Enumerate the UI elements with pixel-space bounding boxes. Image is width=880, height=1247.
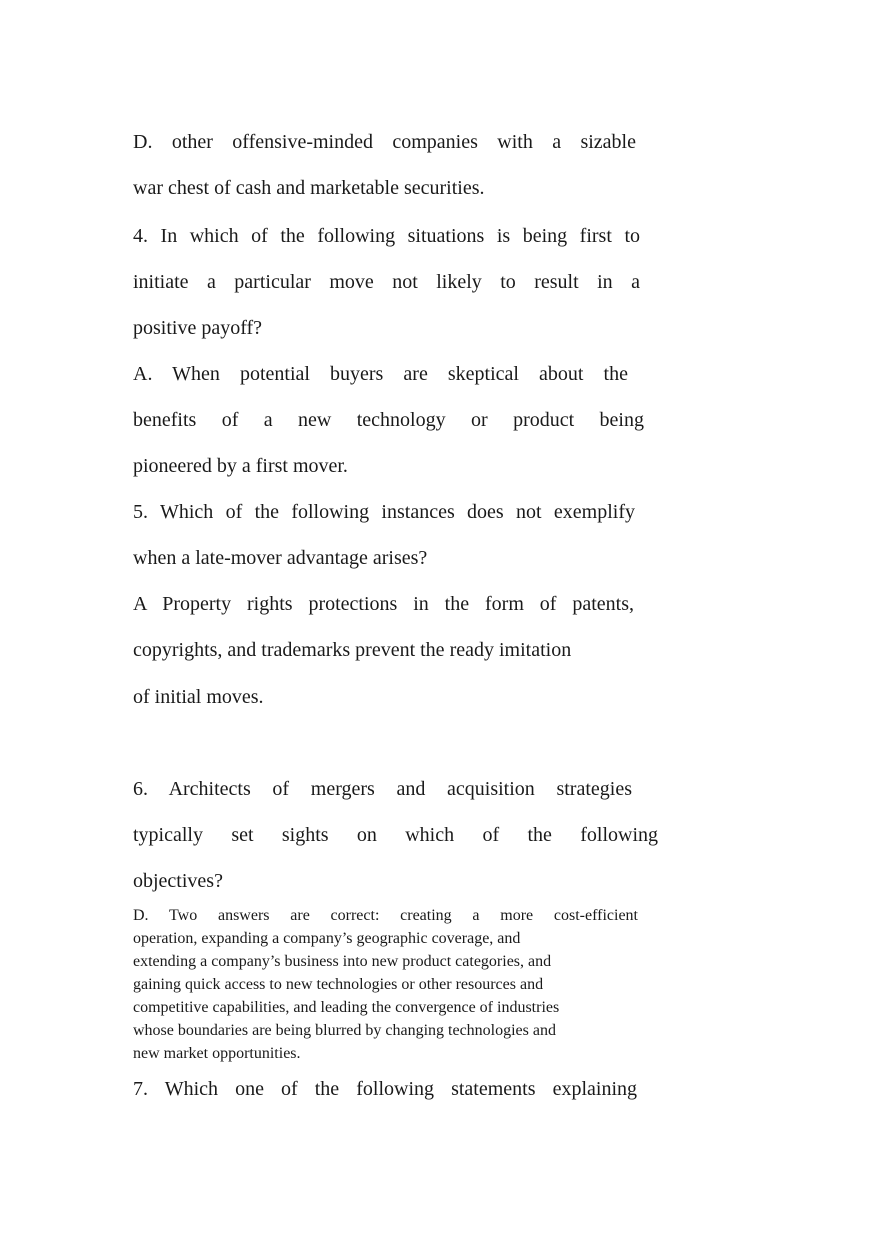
question-6-line-1: 6. Architects of mergers and acquisition strategies <box>133 778 632 800</box>
answer-5a-line-2: copyrights, and trademarks prevent the ready imitation <box>133 639 572 661</box>
answer-6d-line-4: gaining quick access to new technologies or other resources and <box>133 976 544 993</box>
question-4-line-1: 4. In which of the following situations is being first to <box>133 225 640 247</box>
question-6-line-3: objectives? <box>133 870 223 892</box>
answer-6d-line-3: extending a company’s business into new product categories, and <box>133 953 552 970</box>
answer-6d-line-1: D. Two answers are correct: creating a more cost-efficient <box>133 907 638 924</box>
answer-4a-line-1: A. When potential buyers are skeptical about the <box>133 363 628 385</box>
answer-6d-line-5: competitive capabilities, and leading the convergence of industries <box>133 999 560 1016</box>
question-5-line-2: when a late-mover advantage arises? <box>133 547 428 569</box>
question-5-line-1: 5. Which of the following instances does not exemplify <box>133 501 635 523</box>
answer-5a-line-1: A Property rights protections in the form of patents, <box>133 593 634 615</box>
question-4-line-2: initiate a particular move not likely to result in a <box>133 271 640 293</box>
answer-6d-line-7: new market opportunities. <box>133 1045 301 1062</box>
option-d-line-1: D. other offensive-minded companies with a sizable <box>133 131 636 153</box>
answer-4a-line-2: benefits of a new technology or product being <box>133 409 644 431</box>
answer-6d-line-2: operation, expanding a company’s geographic coverage, and <box>133 930 521 947</box>
answer-6d-line-6: whose boundaries are being blurred by changing technologies and <box>133 1022 556 1039</box>
answer-4a-line-3: pioneered by a first mover. <box>133 455 348 477</box>
question-6-line-2: typically set sights on which of the following <box>133 824 658 846</box>
question-7-line-1: 7. Which one of the following statements explaining <box>133 1078 637 1100</box>
question-4-line-3: positive payoff? <box>133 317 263 339</box>
answer-5a-line-3: of initial moves. <box>133 686 264 708</box>
option-d-line-2: war chest of cash and marketable securities. <box>133 177 485 199</box>
